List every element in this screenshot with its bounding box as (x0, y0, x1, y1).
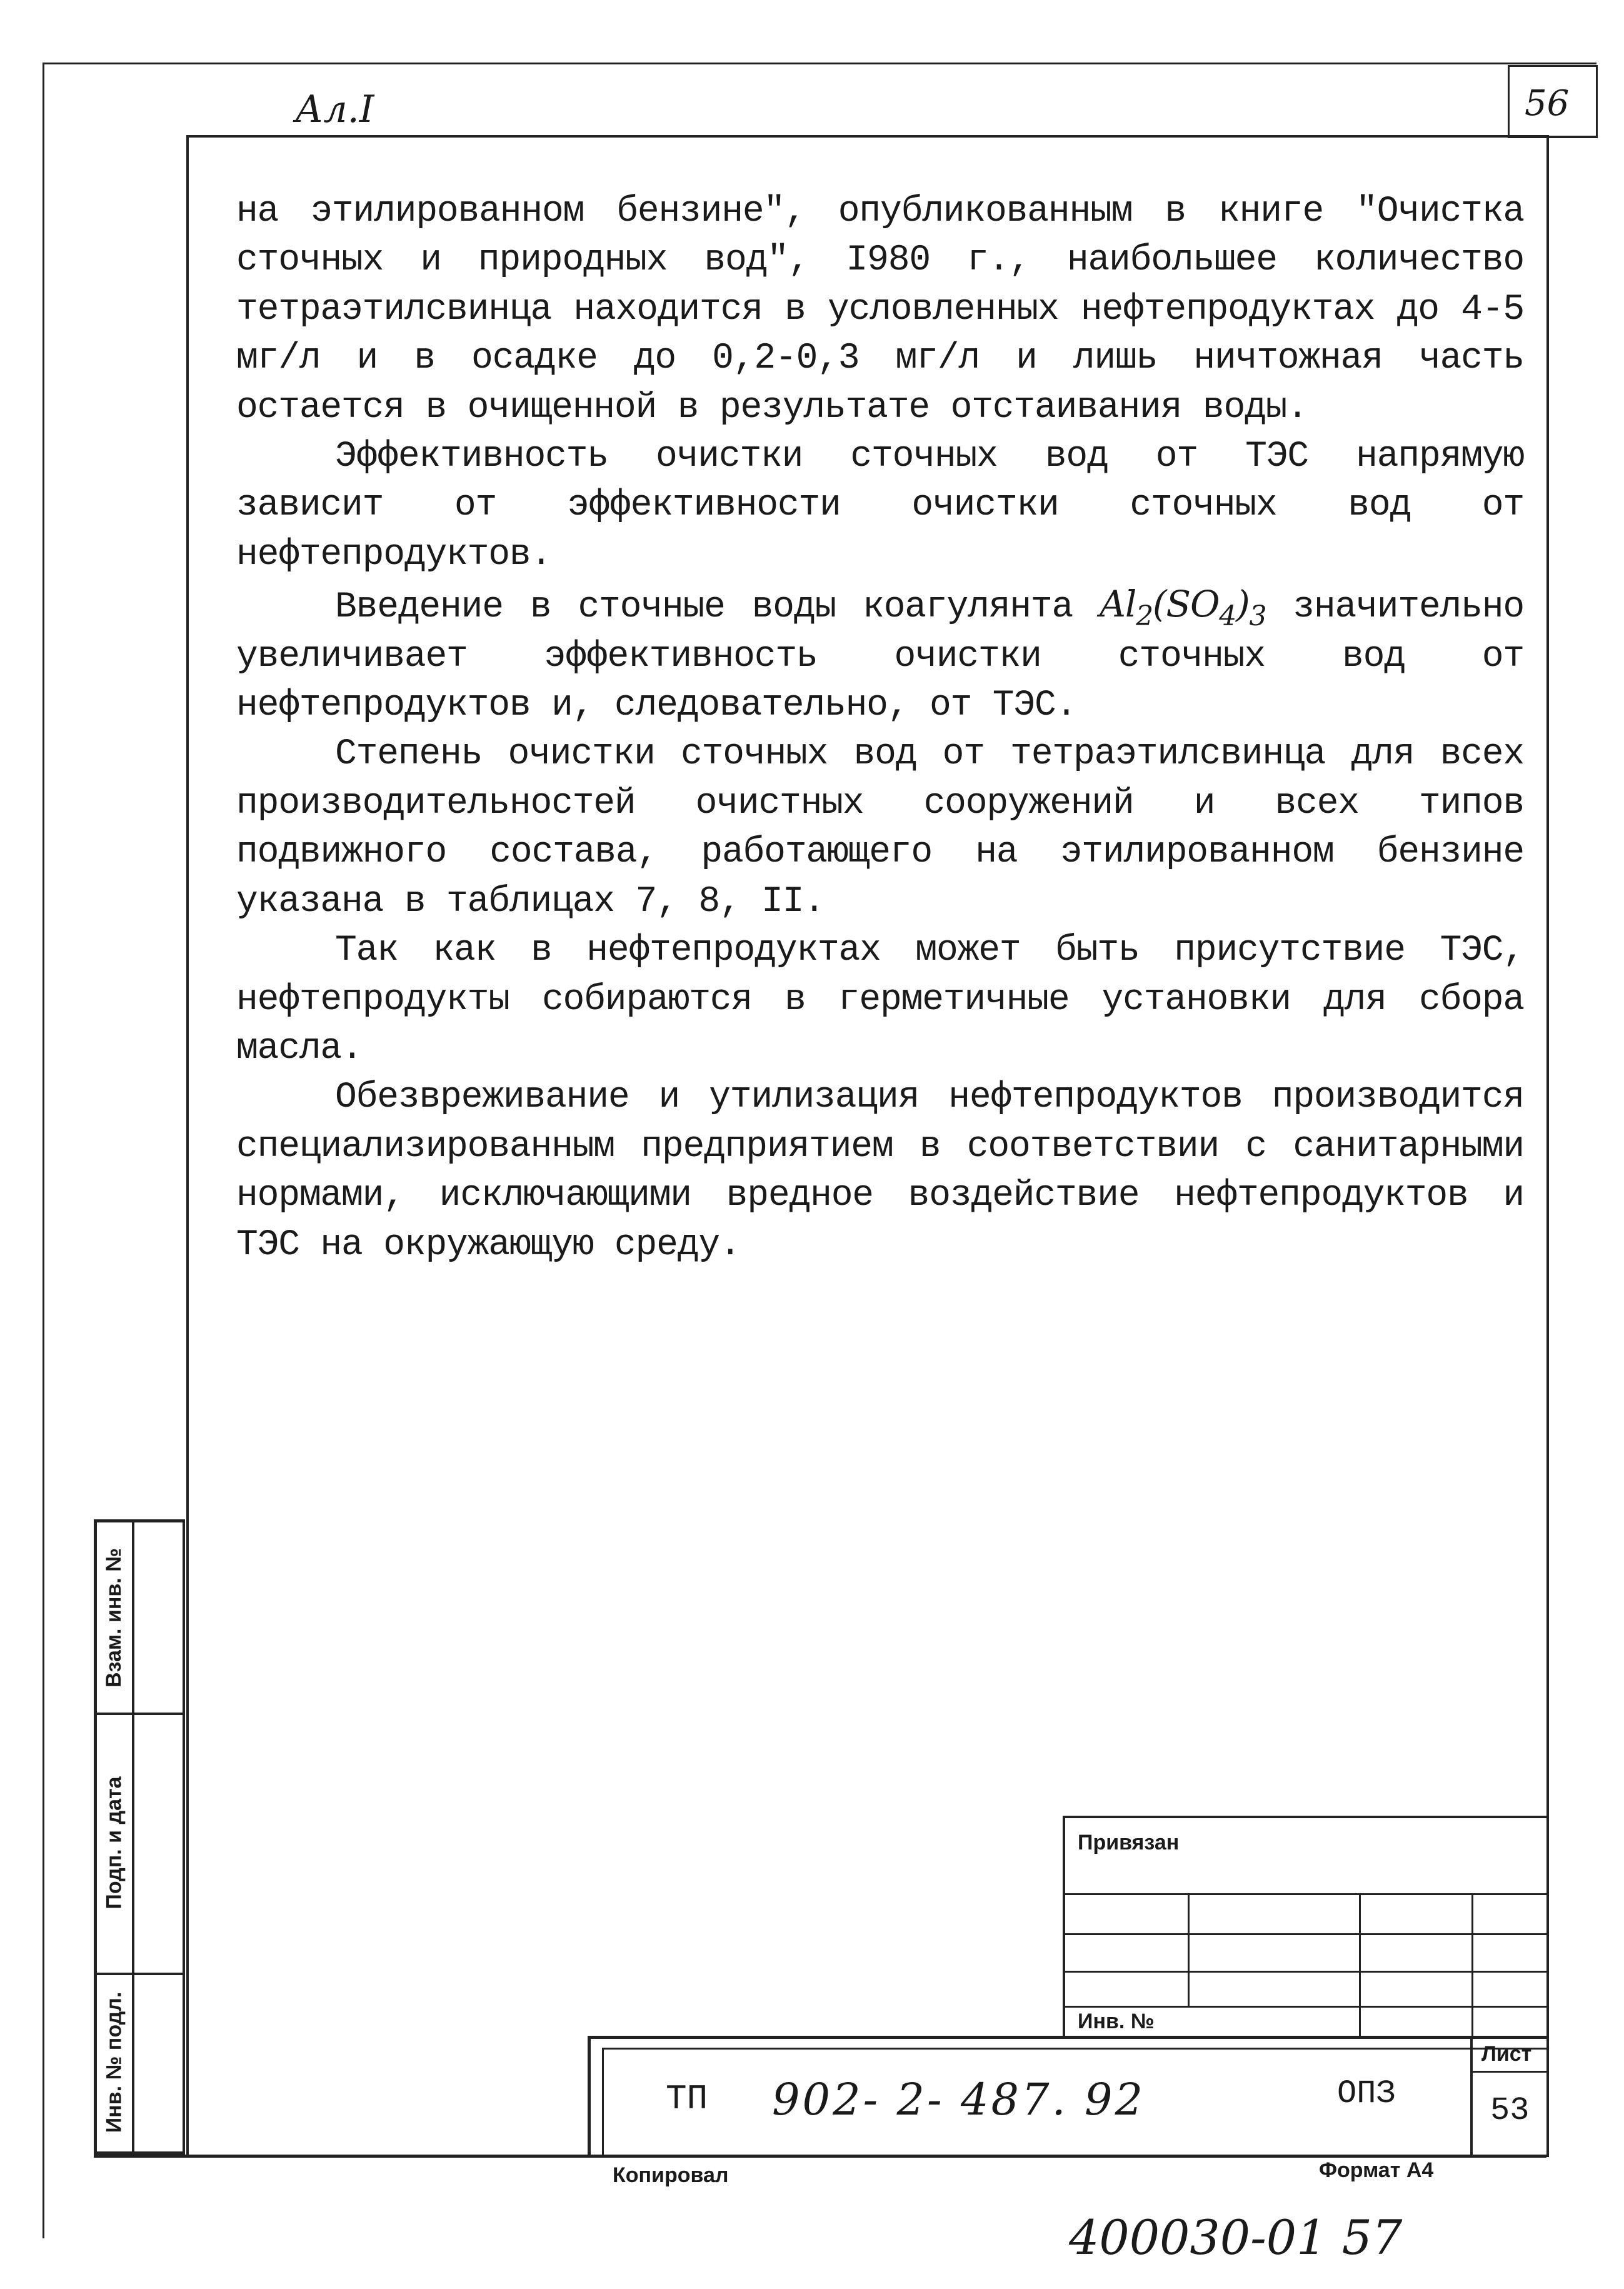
sheet-column (1470, 2036, 1546, 2155)
podp-data-label: Подп. и дата (102, 1776, 126, 1909)
tp-label: ТП (666, 2079, 708, 2119)
body-text (236, 188, 1524, 1270)
title-block-line (1065, 1933, 1546, 1935)
title-block-line (1065, 2006, 1546, 2008)
formula-sub-2: 4 (1219, 600, 1236, 633)
formula-part-c: ) (1236, 583, 1250, 626)
inv-podl-label: Инв. № подл. (102, 1991, 126, 2133)
coagulant-formula (1100, 583, 1266, 633)
archive-number: 400030-01 57 (1069, 2210, 1403, 2265)
paragraph-3-end: значительно увеличивает эффективность очистки сточных вод от нефтепродуктов и, следовательно, от ТЭС. (236, 587, 1524, 727)
title-block (1063, 1816, 1546, 2036)
format-label: Формат А4 (1319, 2158, 1434, 2182)
paragraph-3 (236, 580, 1524, 730)
formula-sub-3: 3 (1249, 600, 1266, 633)
outer-frame-top (43, 63, 1596, 64)
list-number: 53 (1490, 2092, 1530, 2129)
paragraph-5: Так как в нефтепродуктах может быть присутствие ТЭС, нефтепродукты собираются в герметичные установки для сбора масла. (236, 930, 1524, 1069)
vzam-inv-label: Взам. инв. № (102, 1547, 126, 1688)
drawing-frame-bottom (94, 2155, 1546, 2158)
sheet-column-line (1473, 2071, 1546, 2073)
title-block-vline (1188, 1893, 1190, 2006)
paragraph-1: на этилированном бензине", опубликованным в книге "Очистка сточных и природных вод", I980 г., наибольшее количество тетраэтилсвинца находится в условленных нефтепродуктах до 4-5 мг/л и в осадке до 0,2-0,3 мг/л и лишь ничтожная часть остается в очищенной в результате отстаивания воды. (236, 191, 1524, 428)
sheet-number-top: 56 (1525, 83, 1570, 124)
title-block-vline (1471, 1893, 1473, 2036)
designation-stamp (588, 2036, 1546, 2155)
list-label: Лист (1481, 2042, 1532, 2066)
kopiroval-label: Копировал (613, 2163, 729, 2187)
formula-part-b: (SO (1152, 583, 1220, 626)
outer-frame-left (43, 63, 44, 2238)
title-block-line (1065, 1893, 1546, 1895)
inv-no-label: Инв. № (1078, 2010, 1155, 2033)
formula-part-a: Al (1100, 583, 1136, 626)
title-block-line (1065, 1971, 1546, 1973)
opz-label: ОПЗ (1337, 2075, 1396, 2112)
corner-mark: Ал.I (295, 88, 374, 131)
title-block-vline (1359, 1893, 1361, 2036)
paragraph-6: Обезвреживание и утилизация нефтепродуктов производится специализированным предприятием в соответствии с санитарными нормами, исключающими вредное воздействие нефтепродуктов и ТЭС на окружающую среду. (236, 1077, 1524, 1265)
paragraph-2: Эффективность очистки сточных вод от ТЭС напрямую зависит от эффективности очистки сточных вод от нефтепродуктов. (236, 436, 1524, 575)
privyazan-label: Привязан (1078, 1831, 1180, 1854)
designation: 902- 2- 487. 92 (772, 2074, 1146, 2125)
formula-sub-1: 2 (1136, 600, 1153, 633)
paragraph-3-start: Введение в сточные воды коагулянта (335, 587, 1100, 628)
side-strip (94, 1519, 185, 2155)
paragraph-4: Степень очистки сточных вод от тетраэтилсвинца для всех производительностей очистных сооружений и всех типов подвижного состава, работающего на этилированном бензине указана в таблицах 7, 8, II. (236, 734, 1524, 922)
sheet-number-box (1508, 65, 1598, 138)
